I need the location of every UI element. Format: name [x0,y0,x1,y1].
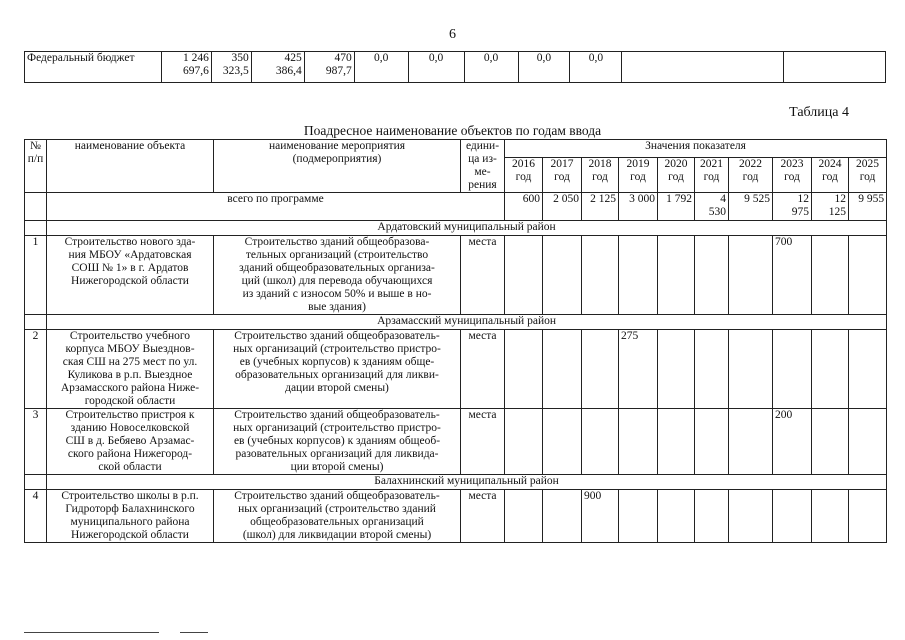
header-measure: наименование мероприятия (подмероприятия) [214,140,461,193]
object-value [658,330,695,409]
object-measure: Строительство зданий общеобразователь- ных организаций (строительство пристро- ев (учебных корпусов) к зданиям обще- образовательных организаций для ликви- дации второй смены) [214,330,461,409]
total-value: 9 525 [729,193,773,221]
district-name: Балахнинский муниципальный район [47,475,887,490]
object-value [543,490,582,543]
object-num: 3 [25,409,47,475]
object-name: Строительство нового зда- ния МБОУ «Ардатовская СОШ № 1» в г. Ардатов Нижегородской области [47,236,214,315]
object-value [849,330,887,409]
footer-rule-right [180,632,208,633]
object-value [505,236,543,315]
object-num: 1 [25,236,47,315]
federal-budget-table [24,51,886,83]
object-value [812,330,849,409]
object-unit: места [461,330,505,409]
object-value [695,330,729,409]
object-value [543,330,582,409]
header-year: 2018 год [582,158,619,193]
page-number: 6 [449,27,456,42]
object-value [849,490,887,543]
object-value [658,236,695,315]
header-num: № п/п [25,140,47,193]
federal-value: 470 987,7 [304,52,354,83]
object-value [619,490,658,543]
object-num: 2 [25,330,47,409]
object-value [695,236,729,315]
header-year: 2016 год [505,158,543,193]
object-value [658,490,695,543]
header-year: 2023 год [773,158,812,193]
federal-value: 0,0 [570,52,622,83]
header-year: 2025 год [849,158,887,193]
total-value: 2 050 [543,193,582,221]
total-value: 4 530 [695,193,729,221]
object-value [695,490,729,543]
district-name: Арзамасский муниципальный район [47,315,887,330]
object-measure: Строительство зданий общеобразова- тельных организаций (строительство зданий общеобразовательных организа- ций (школ) для перевода обучающихся из зданий с износом 50% и выше в но- вые здания) [214,236,461,315]
district-row [25,221,887,236]
object-value: 700 [773,236,812,315]
total-num-cell [25,193,47,221]
federal-value: 1 246 697,6 [161,52,211,83]
federal-budget-row [25,52,886,83]
total-value: 12 975 [773,193,812,221]
table-caption: Поадресное наименование объектов по годам ввода [303,123,602,138]
object-value: 900 [582,490,619,543]
object-name: Строительство учебного корпуса МБОУ Выезднов- ская СШ на 275 мест по ул. Куликова в р.п. Выездное Арзамасского района Ниже- городской области [47,330,214,409]
total-label: всего по программе [47,193,505,221]
object-measure: Строительство зданий общеобразователь- ных организаций (строительство пристро- ев (учебных корпусов) к зданиям общеоб- разовательных организаций для ликвида- ции второй смены) [214,409,461,475]
object-value: 200 [773,409,812,475]
object-value [619,236,658,315]
object-value [505,409,543,475]
object-name: Строительство школы в р.п. Гидроторф Балахнинского муниципального района Нижегородской области [47,490,214,543]
district-row [25,315,887,330]
object-value [582,409,619,475]
object-value [619,409,658,475]
header-year: 2021 год [695,158,729,193]
object-value [849,409,887,475]
federal-budget-label: Федеральный бюджет [25,52,162,83]
total-value: 1 792 [658,193,695,221]
object-value [773,490,812,543]
federal-value [784,52,886,83]
federal-value: 350 323,5 [211,52,251,83]
object-num: 4 [25,490,47,543]
total-value: 12 125 [812,193,849,221]
objects-table [24,139,887,543]
header-year: 2019 год [619,158,658,193]
federal-value [622,52,784,83]
object-value [729,490,773,543]
federal-value: 0,0 [464,52,518,83]
object-value [543,236,582,315]
federal-value: 425 386,4 [251,52,304,83]
total-value: 3 000 [619,193,658,221]
header-values-group: Значения показателя [505,140,887,158]
object-value [729,330,773,409]
object-value [582,330,619,409]
object-name: Строительство пристроя к зданию Новоселковской СШ в д. Бебяево Арзамас- ского района Нижегород- ской области [47,409,214,475]
header-year: 2017 год [543,158,582,193]
header-year: 2022 год [729,158,773,193]
total-value: 600 [505,193,543,221]
object-row [25,330,887,409]
table-number: Таблица 4 [789,105,849,120]
object-value [773,330,812,409]
object-unit: места [461,236,505,315]
object-value: 275 [619,330,658,409]
district-num-cell [25,475,47,490]
district-name: Ардатовский муниципальный район [47,221,887,236]
federal-value: 0,0 [518,52,570,83]
total-row [25,193,887,221]
header-year: 2024 год [812,158,849,193]
object-value [505,330,543,409]
district-row [25,475,887,490]
object-value [812,236,849,315]
object-value [812,490,849,543]
object-value [543,409,582,475]
object-value [695,409,729,475]
object-value [729,236,773,315]
object-unit: места [461,490,505,543]
header-unit: едини- ца из- ме- рения [461,140,505,193]
object-value [812,409,849,475]
object-unit: места [461,409,505,475]
object-value [658,409,695,475]
object-row [25,490,887,543]
object-value [505,490,543,543]
object-row [25,409,887,475]
header-year: 2020 год [658,158,695,193]
object-row [25,236,887,315]
federal-value: 0,0 [408,52,464,83]
object-value [729,409,773,475]
object-measure: Строительство зданий общеобразователь- ных организаций (строительство зданий общеобразовательных организаций (школ) для ликвидации второй смены) [214,490,461,543]
footer-rule-left [24,632,159,633]
district-num-cell [25,315,47,330]
total-value: 2 125 [582,193,619,221]
total-value: 9 955 [849,193,887,221]
federal-value: 0,0 [354,52,408,83]
object-value [849,236,887,315]
object-value [582,236,619,315]
header-object: наименование объекта [47,140,214,193]
header-row [25,140,887,158]
district-num-cell [25,221,47,236]
